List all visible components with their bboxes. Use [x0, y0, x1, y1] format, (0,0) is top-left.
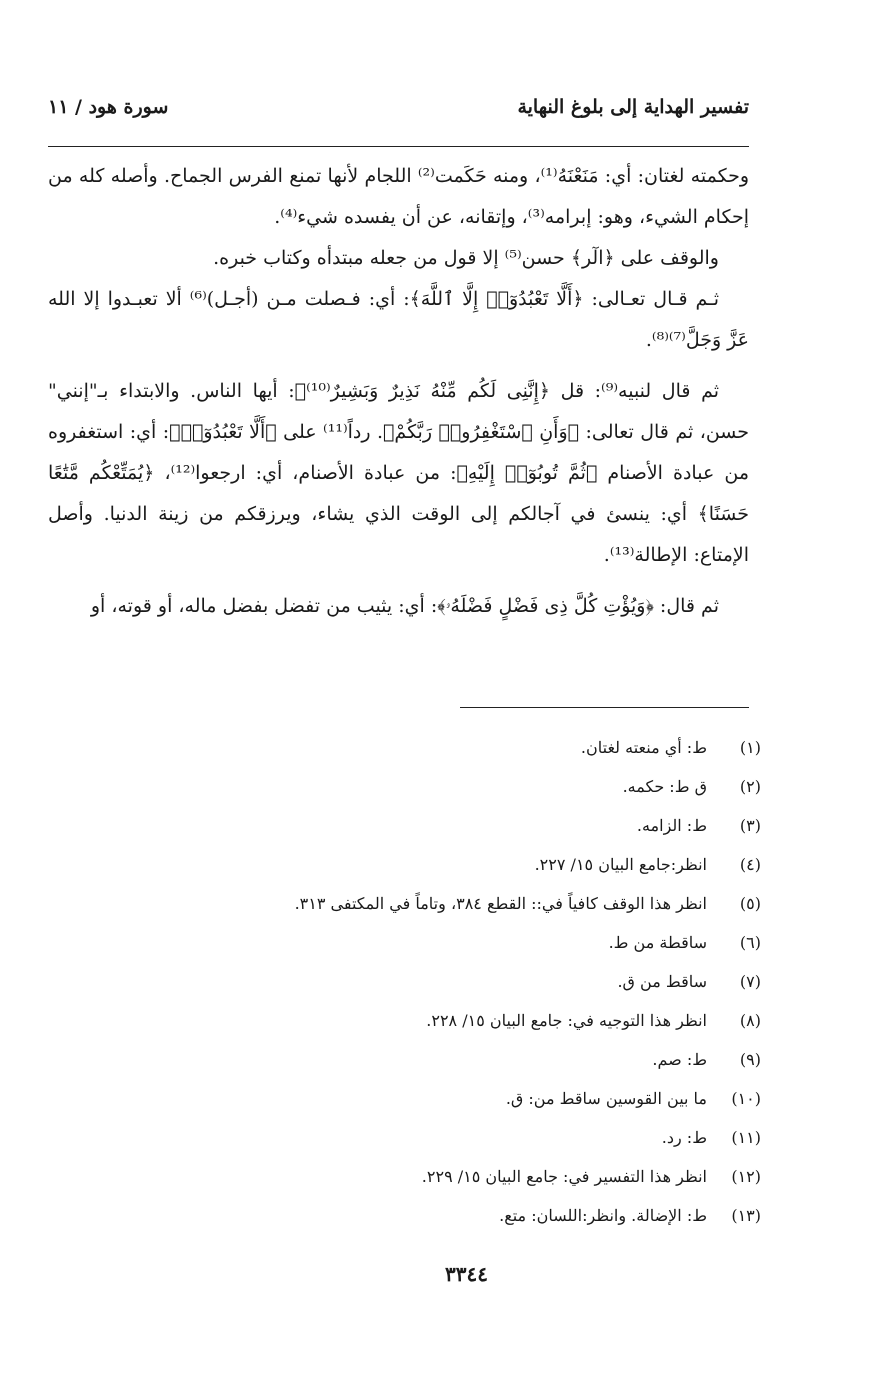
footnote-text: ط: صم.	[652, 1050, 707, 1069]
header-divider	[48, 146, 749, 147]
footnote-item	[48, 923, 761, 962]
footnote-item	[48, 845, 761, 884]
footnote-item	[48, 962, 761, 1001]
footnote-text: ساقط من ق.	[617, 972, 707, 991]
footnote-number: (١٣)	[731, 1206, 761, 1225]
paragraph: ثم قال: ﴿وَيُؤْتِ كُلَّ ذِى فَضْلٍ فَضْلَهُۥ﴾: أي: يثيب من تفضل بفضل ماله، أو قوته، أو	[90, 595, 719, 617]
paragraph: وحكمته لغتان: أي: مَنَعْنَهُ⁽¹⁾، ومنه حَكَمت⁽²⁾ اللجام لأنها تمنع الفرس الجماح. وأصله كله من إحكام الشيء، وهو: إبرامه⁽³⁾، وإتقانه، عن أن يفسده شيء⁽⁴⁾.	[48, 165, 749, 228]
book-title: تفسير الهداية إلى بلوغ النهاية	[517, 96, 749, 118]
footnote-number: (١٢)	[731, 1167, 761, 1186]
footnote-number: (٢)	[739, 777, 761, 796]
paragraph: ثم قال لنبيه⁽⁹⁾: قل ﴿إِنَّنِى لَكُم مِّنْهُ نَذِيرٌ وَبَشِيرٌ⁽¹⁰⁾﴾: أيها الناس. والابتداء بـ"إنني" حسن، ثم قال تعالى: ﴿وَأَنِ ٱسْتَغْفِرُوا۟ رَبَّكُمْ﴾. رداً⁽¹¹⁾ على ﴿أَلَّا تَعْبُدُوٓا۟﴾: أي: استغفروه من عبادة الأصنام ﴿ثُمَّ تُوبُوٓا۟ إِلَيْهِ﴾: من عبادة الأصنام، أي: ارجعوا⁽¹²⁾، ﴿يُمَتِّعْكُم مَّتَٰعًا حَسَنًا﴾ أي: ينسئ في آجالكم إلى الوقت الذي يشاء، ويرزقكم من زينة الدنيا. وأصل الإمتاع: الإطالة⁽¹³⁾.	[48, 380, 749, 566]
footnote-item	[48, 1196, 761, 1235]
footnote-item	[48, 728, 761, 767]
footnotes-list	[48, 728, 761, 1235]
footnote-item	[48, 1001, 761, 1040]
footnote-text: ق ط: حكمه.	[622, 777, 707, 796]
paragraph: ثـم قـال تعـالى: ﴿أَلَّا تَعْبُدُوٓا۟ إِلَّا ٱللَّهَ﴾: أي: فـصلت مـن (أجـل)⁽⁶⁾ ألا تعبـدوا إلا الله عَزَّ وَجَلَّ⁽⁷⁾⁽⁸⁾.	[48, 288, 749, 351]
footnote-number: (١)	[739, 738, 761, 757]
footnote-number: (٨)	[739, 1011, 761, 1030]
footnote-number: (٥)	[739, 894, 761, 913]
footnote-text: انظر هذا الوقف كافياً في:: القطع ٣٨٤، وتاماً في المكتفى ٣١٣.	[294, 894, 707, 913]
footnote-item	[48, 806, 761, 845]
footnote-number: (١١)	[731, 1128, 761, 1147]
page-number: ٣٣٤٤	[445, 1262, 488, 1286]
footnote-number: (١٠)	[731, 1089, 761, 1108]
footnote-item	[48, 767, 761, 806]
footnote-text: انظر:جامع البيان ١٥/ ٢٢٧.	[534, 855, 707, 874]
surah-label: سورة هود / ١١	[48, 96, 169, 118]
footnote-number: (٧)	[739, 972, 761, 991]
footnote-number: (٦)	[739, 933, 761, 952]
paragraph: والوقف على ﴿الٓر﴾ حسن⁽⁵⁾ إلا قول من جعله مبتدأه وكتاب خبره.	[213, 247, 719, 269]
running-head	[48, 96, 749, 118]
footnote-text: انظر هذا التفسير في: جامع البيان ١٥/ ٢٢٩.	[421, 1167, 707, 1186]
footnote-divider	[460, 707, 749, 708]
footnote-text: ط: الإضالة. وانظر:اللسان: متع.	[499, 1206, 707, 1225]
footnote-item	[48, 1157, 761, 1196]
footnote-text: ط: أي منعته لغتان.	[580, 738, 707, 757]
footnote-text: ساقطة من ط.	[608, 933, 707, 952]
footnote-number: (٤)	[739, 855, 761, 874]
footnote-item	[48, 884, 761, 923]
footnote-text: ط: الزامه.	[636, 816, 707, 835]
footnote-item	[48, 1118, 761, 1157]
footnote-text: انظر هذا التوجيه في: جامع البيان ١٥/ ٢٢٨.	[426, 1011, 707, 1030]
main-text	[48, 156, 749, 627]
footnote-text: ط: رد.	[661, 1128, 707, 1147]
footnote-item	[48, 1079, 761, 1118]
footnote-number: (٣)	[739, 816, 761, 835]
footnote-text: ما بين القوسين ساقط من: ق.	[505, 1089, 707, 1108]
footnote-item	[48, 1040, 761, 1079]
footnote-number: (٩)	[739, 1050, 761, 1069]
